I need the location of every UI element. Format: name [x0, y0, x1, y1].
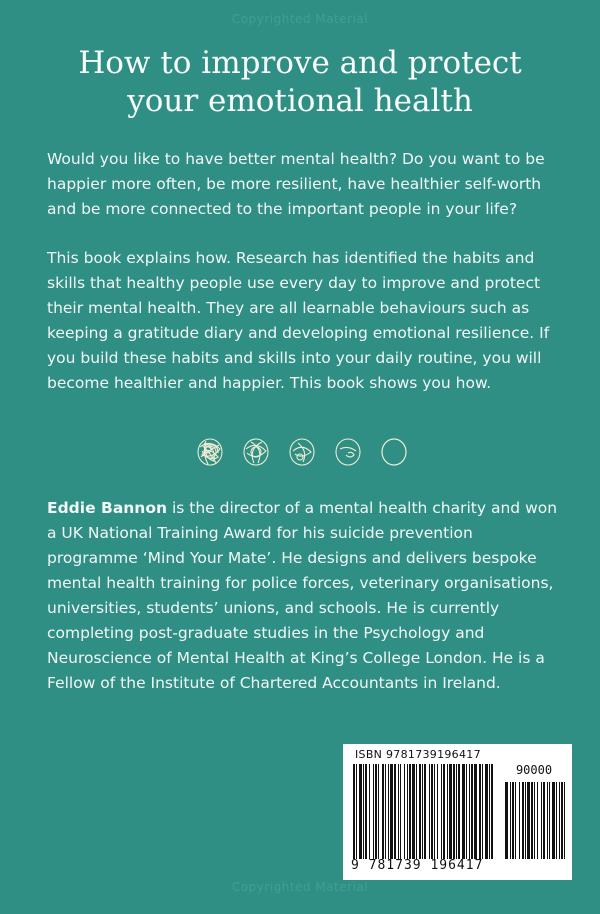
barcode-addon-bar [527, 782, 530, 859]
barcode-bar [359, 764, 362, 859]
tangled-ball-icon-dense [196, 437, 224, 467]
barcode-bar [453, 764, 455, 859]
barcode-addon-bar [543, 782, 545, 859]
barcode-bar [482, 764, 483, 859]
barcode-addon-bar [525, 782, 526, 859]
tangled-ball-icon-sparse [334, 437, 362, 467]
barcode-bar [398, 764, 399, 859]
barcode-bar [466, 764, 467, 859]
barcode-addon-digits: 90000 [503, 763, 565, 779]
barcode-addon-bar [515, 782, 516, 859]
barcode-addon-bar [552, 782, 555, 859]
barcode-bar [373, 764, 374, 859]
barcode-bar [419, 764, 421, 859]
barcode-bar [434, 764, 435, 859]
watermark-bottom: Copyrighted Material [231, 880, 369, 894]
barcode-bar [382, 764, 384, 859]
barcode-bar [378, 764, 379, 859]
barcode-bar [479, 764, 481, 859]
circle-icon [380, 437, 408, 467]
barcode-addon-bar [519, 782, 520, 859]
barcode-bar [447, 764, 448, 859]
author-name: Eddie Bannon [47, 499, 168, 517]
barcode-bar [489, 764, 490, 859]
author-bio-text: is the director of a mental health charity and won a UK National Training Award for his suicide prevention programme ‘Mind Your Mate’. He designs and delivers bespoke mental health training for police forces, veterinary organisations, universities, students’ unions, and schools. He is currently completing post-graduate studies in the Psychology and Neuroscience of Mental Health at King’s College London. He is a Fellow of the Institute of Chartered Accountants in Ireland. [47, 499, 558, 692]
barcode-bar [353, 764, 355, 859]
barcode-addon-bar [564, 782, 565, 859]
barcode-bar [400, 764, 401, 859]
barcode-bar [485, 764, 488, 859]
barcode-bar [412, 764, 415, 859]
barcode-bar [416, 764, 417, 859]
barcode-bar [409, 764, 411, 859]
barcode-addon-bar [537, 782, 538, 859]
barcode-addon-bar [534, 782, 535, 859]
barcode-bar [388, 764, 389, 859]
title-line-2: your emotional health [127, 83, 473, 119]
barcode-bar [356, 764, 357, 859]
barcode-bar [363, 764, 364, 859]
barcode-bar [424, 764, 426, 859]
barcode-addon-bar [505, 782, 508, 859]
barcode-addon-bar [522, 782, 524, 859]
barcode-bar [491, 764, 493, 859]
barcode-bar [462, 764, 465, 859]
title-line-1: How to improve and protect [78, 45, 522, 81]
barcode-bar [375, 764, 377, 859]
barcode-digits: 9 781739 196417 [351, 858, 484, 873]
barcode-bar [437, 764, 438, 859]
isbn-label: ISBN 9781739196417 [355, 748, 481, 761]
barcode-bar [422, 764, 423, 859]
barcode-addon-bar [547, 782, 548, 859]
barcode-bar [471, 764, 473, 859]
barcode-addon-bar [510, 782, 511, 859]
barcode-bar [449, 764, 452, 859]
tangled-ball-icon-light [288, 437, 316, 467]
barcode-addon-bar [556, 782, 557, 859]
barcode-bar [456, 764, 457, 859]
barcode-addon-bar [559, 782, 560, 859]
barcode-addon-bar [549, 782, 550, 859]
barcode-bar [369, 764, 370, 859]
intro-paragraph: Would you like to have better mental health? Do you want to be happier more often, be more resilient, have healthier self-worth and be more connected to the important people in your life? [47, 150, 545, 218]
barcode-bar [385, 764, 386, 859]
barcode-addon-bar [512, 782, 514, 859]
author-bio-paragraph [47, 496, 559, 696]
back-cover-title [0, 44, 600, 120]
barcode-bar [474, 764, 477, 859]
barcode-bar [431, 764, 433, 859]
barcode-bar [441, 764, 442, 859]
barcode-bar [404, 764, 405, 859]
barcode-bar [365, 764, 367, 859]
barcode-bar [407, 764, 408, 859]
tangled-ball-icon-medium [242, 437, 270, 467]
barcode-bar [429, 764, 430, 859]
barcode-bar [458, 764, 460, 859]
barcode-bar [443, 764, 445, 859]
barcode-bar [390, 764, 393, 859]
explanation-paragraph: This book explains how. Research has identified the habits and skills that healthy people use every day to improve and protect their mental health. They are all learnable behaviours such as keeping a gratitude diary and developing emotional resilience. If you build these habits and skills into your daily routine, you will become healthier and happier. This book shows you how. [47, 249, 550, 392]
barcode-addon-bar [541, 782, 542, 859]
isbn-barcode [343, 744, 572, 880]
barcode-addon-bar [531, 782, 533, 859]
watermark-top: Copyrighted Material [231, 12, 369, 26]
decorative-brain-icons [196, 437, 408, 469]
barcode-addon-bar [561, 782, 563, 859]
barcode-bar [469, 764, 470, 859]
barcode-bar [394, 764, 396, 859]
